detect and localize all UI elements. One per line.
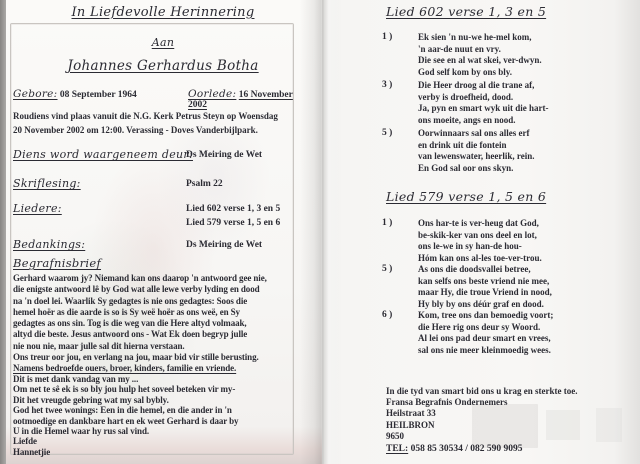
verse-lines (418, 264, 632, 310)
text-line: verby is droefheid, dood. (418, 91, 514, 102)
signoff-line: Liefde (13, 436, 37, 447)
verse-number: 5 ) (382, 128, 393, 138)
verse-number: 1 ) (382, 32, 393, 42)
died-group (188, 88, 310, 110)
verse-lines (418, 128, 632, 174)
verse-lines (418, 310, 632, 356)
text-line: en drink uit die fontein (418, 139, 507, 150)
text-line: Kom, tree ons dan bemoedig voort; (418, 310, 554, 320)
text-line: van lewenswater, heerlik, rein. (418, 151, 535, 162)
row-hymns (13, 202, 313, 228)
text-line: 20 November 2002 om 12:00. Verassing - Doves Vanderbijlpark. (13, 124, 258, 135)
text-line: Ek sien 'n nu-we he-mel kom, (418, 32, 532, 42)
text-line: En God sal oor ons skyn. (418, 162, 514, 173)
text-line: Dit het vreugde gebring wat my sal bybly. (13, 394, 169, 405)
row-label: Skriflesing: (13, 177, 81, 190)
born-label: Gebore: (13, 88, 58, 100)
left-page (4, 0, 322, 464)
text-line: Hóm kan ons al-les toe-ver-trou. (418, 252, 542, 263)
row-scripture (13, 177, 313, 190)
text-line: kan selfs ons beste vriend nie mee, (418, 275, 550, 286)
row-value-2: Lied 579 verse 1, 5 en 6 (186, 218, 281, 228)
row-label: Liedere: (13, 202, 62, 215)
text-line: Die see en al wat skei, ver-dwyn. (418, 55, 542, 66)
text-line: gedagtes as ons sin. Tog is die weg van die Here altyd volmaak, (13, 318, 247, 329)
text-line: Die Heer droog al die trane af, (418, 80, 535, 90)
text-line: God het twee wonings: Een in die hemel, en die ander in 'n (13, 405, 232, 416)
verse-lines (418, 32, 632, 78)
text-line: na 'n doel lei. Waarlik Sy gedagtes is nie ons gedagtes: Soos die (13, 295, 248, 306)
hymn1-verse-1 (382, 32, 632, 78)
row-value: Lied 602 verse 1, 3 en 5 (186, 204, 281, 214)
verse-lines (418, 80, 632, 126)
row-label: Diens word waargeneem deur: (13, 148, 193, 161)
text-line: Ons har-te is ver-heug dat God, (418, 218, 539, 228)
text-line: Hy bly by ons déúr graf en dood. (418, 298, 544, 309)
text-line: Al lei ons pad deur smart en vrees, (418, 333, 551, 344)
scan-edge (0, 0, 6, 464)
text-line: 'n aar-de nuut en vry. (418, 43, 501, 54)
deceased-name: Johannes Gerhardus Botha (67, 58, 259, 74)
undertaker-name: Fransa Begrafnis Ondernemers (386, 397, 508, 408)
service-details (13, 110, 303, 137)
text-line: ons le-we in sy han-de hou- (418, 241, 522, 252)
tel-value: 058 85 30534 / 082 590 9095 (410, 444, 523, 454)
text-line: altyd die beste. Jesus antwoord ons - Wat Ek doen begryp julle (13, 329, 248, 340)
tel-label: TEL: (386, 444, 409, 454)
hymn1-verse-5 (382, 128, 632, 174)
text-line: U in die Hemel waar hy rus sal vind. (13, 426, 149, 437)
text-line: be-skik-ker van ons deel en lot, (418, 229, 537, 240)
text-line: die Here rig ons deur sy Woord. (418, 321, 541, 332)
row-value: Psalm 22 (186, 179, 223, 189)
text-line: As ons die doodsvallei betree, (418, 264, 531, 274)
on-behalf-line: Namens bedroefde ouers, broer, kinders, familie en vriende. (13, 363, 237, 374)
telephone-row (386, 444, 522, 454)
text-line: hemel hoër as die aarde is so is Sy weë hoër as ons weë, en Sy (13, 306, 240, 317)
hymn1-heading: Lied 602 verse 1, 3 en 5 (386, 4, 547, 19)
text-line: Oorwinnaars sal ons alles erf (418, 128, 530, 138)
row-label: Bedankings: (13, 238, 86, 251)
signoff-line: Hannetjie (13, 446, 51, 457)
row-value: Ds Meiring de Wet (186, 240, 263, 250)
verse-lines (418, 218, 632, 264)
hymn1-verse-3 (382, 80, 632, 126)
text-line: nie nou nie, maar julle sal dit hierna verstaan. (13, 340, 185, 351)
died-value: 16 November 2002 (188, 90, 293, 110)
row-value: Ds Meiring de Wet (186, 150, 263, 160)
row-officiant (13, 148, 313, 161)
text-line: ootmoedige en dankbare hart en ek weet Gerhard is daar by (13, 415, 239, 426)
address-line: 9650 (386, 430, 404, 441)
address-line: HEILBRON (386, 419, 435, 430)
hymn2-verse-1 (382, 218, 632, 264)
hymn2-verse-6 (382, 310, 632, 356)
verse-number: 1 ) (382, 218, 393, 228)
text-line: maar Hy, die troue Vriend in nood, (418, 287, 552, 298)
text-line: die enigste antwoord lê by God wat alle lewe verby lyding en dood (13, 284, 260, 295)
row-thanks (13, 238, 313, 251)
text-line: Om net te sê ek is so bly jou hulp het soveel beteken vir my- (13, 384, 236, 395)
faint-stamp-watermark (596, 408, 622, 442)
eulogy-heading: Begrafnisbrief (13, 256, 102, 270)
right-page (324, 0, 640, 464)
personal-message (13, 374, 313, 457)
undertaker-details (386, 386, 578, 442)
verse-number: 5 ) (382, 264, 393, 274)
text-line: Dit is met dank vandag van my ... (13, 374, 139, 384)
text-line: Roudiens vind plaas vanuit die N.G. Kerk Petrus Steyn op Woensdag (13, 111, 278, 121)
eulogy-text (13, 273, 313, 375)
text-line: sal ons nie meer kleinmoedig wees. (418, 344, 551, 355)
text-line: Gerhard waarom jy? Niemand kan ons daarop 'n antwoord gee nie, (13, 273, 267, 283)
address-line: Heilstraat 33 (386, 408, 436, 419)
text-line: In die tyd van smart bid ons u krag en sterkte toe. (386, 386, 578, 396)
aan-label: Aan (151, 36, 175, 49)
text-line: ons moeite, angs en nood. (418, 114, 516, 125)
hymn2-verse-5 (382, 264, 632, 310)
verse-number: 3 ) (382, 80, 393, 90)
verse-number: 6 ) (382, 310, 393, 320)
hymn2-heading: Lied 579 verse 1, 5 en 6 (386, 189, 547, 204)
text-line: Ja, pyn en smart wyk uit die hart- (418, 103, 549, 114)
page-title: In Liefdevolle Herinnering (71, 5, 255, 20)
died-label: Oorlede: (188, 88, 237, 100)
dates-row (13, 88, 310, 110)
text-line: Ons treur oor jou, en verlang na jou, maar bid vir stille berusting. (13, 352, 259, 363)
born-value: 08 September 1964 (59, 90, 137, 100)
text-line: God self kom by ons bly. (418, 66, 513, 77)
